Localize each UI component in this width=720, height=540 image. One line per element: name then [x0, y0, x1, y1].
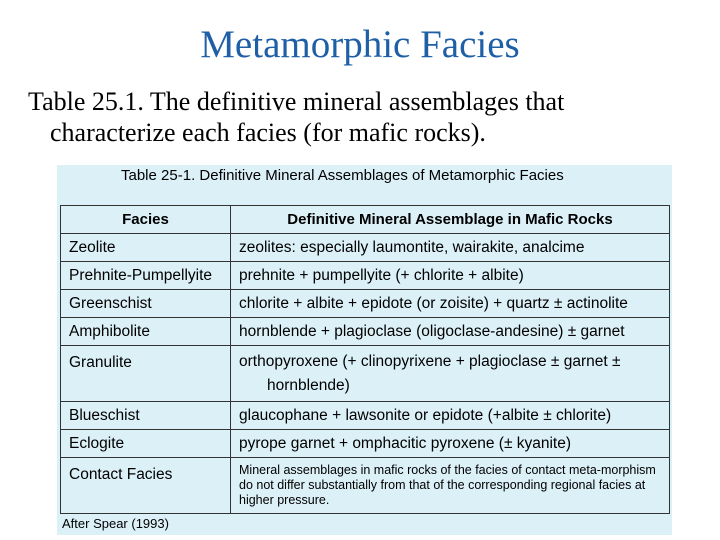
facies-cell: Amphibolite	[61, 318, 231, 346]
table-caption-text: . Definitive Mineral Assemblages of Metamorphic Facies	[191, 167, 564, 184]
assemblage-cell: prehnite + pumpellyite (+ chlorite + albite)	[231, 262, 670, 290]
assemblage-cell	[231, 346, 670, 402]
table-row	[61, 402, 670, 430]
assemblage-cell: glaucophane + lawsonite or epidote (+albite ± chlorite)	[231, 402, 670, 430]
table-row	[61, 430, 670, 458]
table-source: After Spear (1993)	[62, 516, 169, 531]
table-row	[61, 346, 670, 402]
facies-cell: Blueschist	[61, 402, 231, 430]
table-header-row	[61, 206, 670, 234]
assemblage-cell: pyrope garnet + omphacitic pyroxene (± kyanite)	[231, 430, 670, 458]
facies-cell: Greenschist	[61, 290, 231, 318]
slide-title: Metamorphic Facies	[200, 23, 520, 66]
table-row	[61, 318, 670, 346]
facies-table	[60, 205, 670, 514]
slide-subtitle	[28, 86, 668, 148]
table-caption-label: Table 25-1	[121, 167, 192, 184]
table-row	[61, 290, 670, 318]
table-caption	[121, 167, 564, 184]
table-figure	[57, 165, 672, 535]
table-row	[61, 262, 670, 290]
assemblage-text-continued: hornblende)	[267, 376, 350, 394]
assemblage-cell: zeolites: especially laumontite, wairakite, analcime	[231, 234, 670, 262]
facies-cell: Eclogite	[61, 430, 231, 458]
subtitle-line-2: characterize each facies (for mafic rocks).	[50, 118, 486, 147]
header-facies: Facies	[61, 206, 231, 234]
assemblage-cell: Mineral assemblages in mafic rocks of the facies of contact meta-morphism do not differ substantially from that of the corresponding regional facies at higher pressure.	[231, 458, 670, 514]
header-assemblage: Definitive Mineral Assemblage in Mafic Rocks	[231, 206, 670, 234]
table-row	[61, 458, 670, 514]
assemblage-cell: chlorite + albite + epidote (or zoisite) + quartz ± actinolite	[231, 290, 670, 318]
table-row	[61, 234, 670, 262]
facies-cell: Contact Facies	[61, 458, 231, 514]
assemblage-cell: hornblende + plagioclase (oligoclase-andesine) ± garnet	[231, 318, 670, 346]
facies-cell: Zeolite	[61, 234, 231, 262]
subtitle-line-1: Table 25.1. The definitive mineral assemblages that	[28, 87, 565, 116]
facies-cell: Prehnite-Pumpellyite	[61, 262, 231, 290]
assemblage-text: orthopyroxene (+ clinopyrixene + plagioclase ± garnet ±	[239, 352, 621, 370]
facies-cell: Granulite	[61, 346, 231, 402]
